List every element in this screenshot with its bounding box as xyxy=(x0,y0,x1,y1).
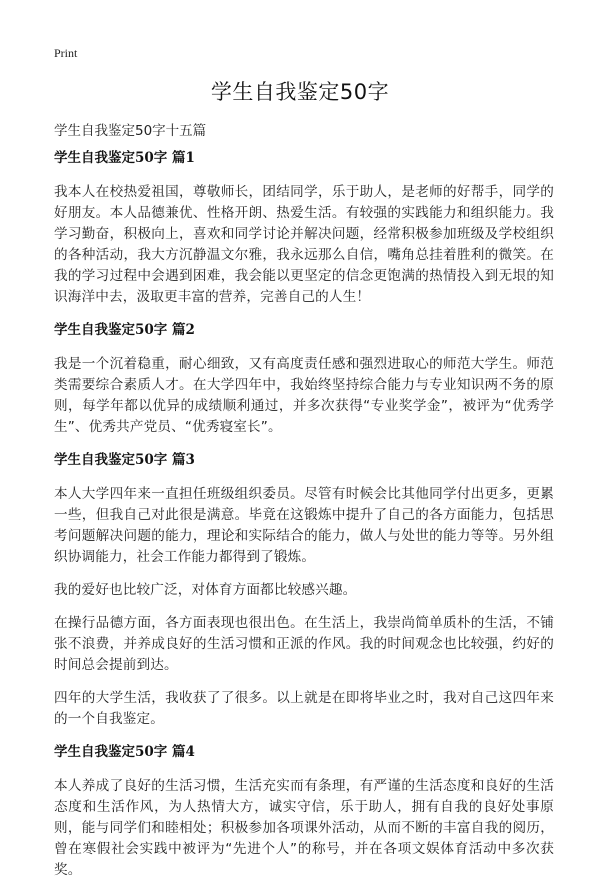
paragraph: 我是一个沉着稳重，耐心细致，又有高度责任感和强烈进取心的师范大学生。师范类需要综合素质人才。在大学四年中，我始终坚持综合能力与专业知识两不务的原则，每学年都以优异的成绩顺利通过，并多次获得“专业奖学金”，被评为“优秀学生”、优秀共产党员、“优秀寝室长”。 xyxy=(54,356,554,435)
section-heading: 学生自我鉴定50字 篇2 xyxy=(54,322,195,338)
paragraph: 本人养成了良好的生活习惯，生活充实而有条理，有严谨的生活态度和良好的生活态度和生活作风，为人热情大方，诚实守信，乐于助人，拥有自我的良好处事原则，能与同学们和睦相处；积极参加各项课外活动，从而不断的丰富自我的阅历，曾在寒假社会实践中被评为“先进个人”的称号，并在各项文娱体育活动中多次获奖。 xyxy=(54,778,554,878)
paragraph: 四年的大学生活，我收获了了很多。以上就是在即将毕业之时，我对自己这四年来的一个自我鉴定。 xyxy=(54,690,554,727)
section-heading: 学生自我鉴定50字 篇1 xyxy=(54,150,195,166)
article-body xyxy=(54,148,554,893)
section-heading: 学生自我鉴定50字 篇3 xyxy=(54,452,195,468)
paragraph: 本人大学四年来一直担任班级组织委员。尽管有时候会比其他同学付出更多，更累一些，但我自己对此很是满意。毕竟在这锻炼中提升了自己的各方面能力，包括思考问题解决问题的能力，理论和实际结合的能力，做人与处世的能力等等。另外组织协调能力，社会工作能力都得到了锻炼。 xyxy=(54,486,554,565)
section-3 xyxy=(54,450,554,730)
paragraph: 我的爱好也比较广泛，对体育方面都比较感兴趣。 xyxy=(54,582,357,598)
paragraph: 在操行品德方面，各方面表现也很出色。在生活上，我崇尚简单质朴的生活，不铺张不浪费，并养成良好的生活习惯和正派的作风。我的时间观念也比较强，约好的时间总会提前到达。 xyxy=(54,615,554,673)
page-title: 学生自我鉴定50字 xyxy=(210,80,390,104)
section-4 xyxy=(54,742,554,881)
section-heading: 学生自我鉴定50字 篇4 xyxy=(54,744,195,760)
section-1 xyxy=(54,148,554,308)
paragraph: 我本人在校热爱祖国，尊敬师长，团结同学，乐于助人，是老师的好帮手，同学的好朋友。本人品德兼优、性格开朗、热爱生活。有较强的实践能力和组织能力。我学习勤奋，积极向上，喜欢和同学讨论并解决问题，经常积极参加班级及学校组织的各种活动，我大方沉静温文尔雅，我永远那么自信，嘴角总挂着胜利的微笑。在我的学习过程中会遇到困难，我会能以更坚定的信念更饱满的热情投入到无垠的知识海洋中去，汲取更丰富的营养，完善自己的人生！ xyxy=(54,184,554,305)
print-label: Print xyxy=(54,46,78,60)
page-subtitle: 学生自我鉴定50字十五篇 xyxy=(54,123,207,139)
section-2 xyxy=(54,320,554,438)
